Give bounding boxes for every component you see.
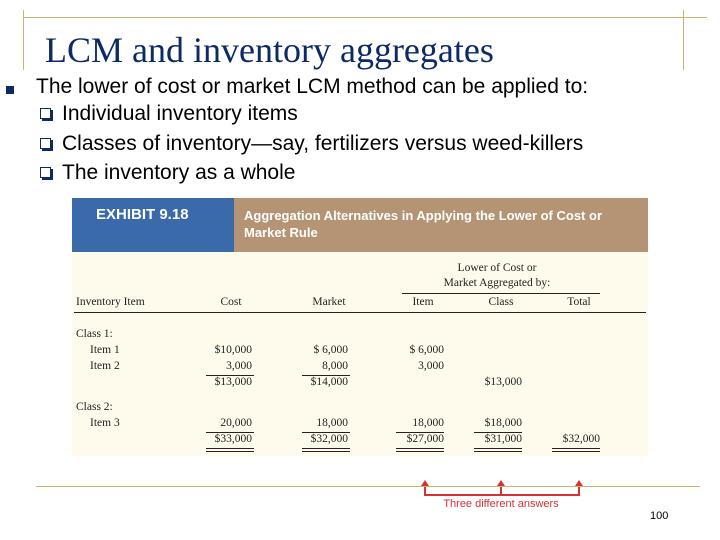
- col-header-cost: Cost: [220, 296, 242, 308]
- exhibit-header: [72, 198, 648, 252]
- class1-subtotal-class: $13,000: [484, 376, 522, 388]
- group-header-line2: Market Aggregated by:: [443, 277, 551, 289]
- footer-rule: [36, 486, 700, 487]
- exhibit-title: Aggregation Alternatives in Applying the Lower of Cost or Market Rule: [244, 208, 603, 240]
- sub-bullet-text: Individual inventory items: [62, 102, 298, 125]
- item3-market: 18,000: [316, 417, 348, 429]
- item1-market: $ 6,000: [313, 344, 348, 356]
- double-rule-class: [474, 451, 522, 452]
- answers-caption: Three different answers: [443, 498, 559, 510]
- col-header-class: Class: [488, 296, 514, 308]
- group-header-line1: Lower of Cost or: [457, 262, 537, 274]
- class2-label: Class 2:: [76, 401, 113, 413]
- class1-subtotal-market: $14,000: [310, 376, 348, 388]
- page-number: 100: [650, 510, 669, 522]
- col-header-inventory-item: Inventory Item: [76, 296, 145, 308]
- grand-total-item: $27,000: [406, 433, 444, 445]
- col-header-total: Total: [567, 296, 591, 308]
- double-rule-total: [552, 448, 600, 449]
- main-bullet-marker: [6, 86, 14, 94]
- frame-left-line: [23, 10, 24, 70]
- answers-bracket-line: [424, 494, 580, 496]
- item3-item: 18,000: [412, 417, 444, 429]
- answers-bracket-tick: [424, 486, 426, 495]
- item3-cost: 20,000: [220, 417, 252, 429]
- exhibit-image: [72, 198, 648, 456]
- double-rule-class: [474, 448, 522, 449]
- class1-subtotal-cost: $13,000: [214, 376, 252, 388]
- double-rule-total: [552, 451, 600, 452]
- checkbox-bullet-icon: [40, 167, 51, 178]
- item1-item: $ 6,000: [409, 344, 444, 356]
- col-header-item: Item: [412, 296, 434, 308]
- grand-total-cost: $33,000: [214, 433, 252, 445]
- double-rule-cost: [206, 448, 254, 449]
- checkbox-bullet-icon: [40, 138, 51, 149]
- grand-total-market: $32,000: [310, 433, 348, 445]
- col-header-market: Market: [312, 296, 346, 308]
- sub-bullet-text: Classes of inventory—say, fertilizers versus weed-killers: [62, 132, 584, 155]
- item2-market: 8,000: [322, 360, 348, 372]
- double-rule-market: [302, 448, 350, 449]
- exhibit-title-box: [234, 198, 648, 252]
- checkbox-bullet-icon: [40, 108, 51, 119]
- grand-total-total: $32,000: [562, 433, 600, 445]
- item2-cost: 3,000: [226, 360, 252, 372]
- slide-title: LCM and inventory aggregates: [45, 30, 494, 70]
- frame-right-line: [683, 10, 684, 70]
- answers-bracket-tick: [500, 486, 502, 495]
- item3-label: Item 3: [90, 417, 120, 429]
- group-header-underline: [402, 293, 600, 294]
- item1-cost: $10,000: [214, 344, 252, 356]
- double-rule-item: [396, 451, 444, 452]
- double-rule-market: [302, 451, 350, 452]
- header-rule: [74, 312, 646, 313]
- double-rule-item: [396, 448, 444, 449]
- answers-bracket-tick: [578, 486, 580, 495]
- frame-top-line: [23, 17, 707, 18]
- item3-class: $18,000: [484, 417, 522, 429]
- exhibit-number: EXHIBIT 9.18: [96, 206, 189, 223]
- item1-label: Item 1: [90, 344, 120, 356]
- sub-bullet-text: The inventory as a whole: [62, 161, 296, 184]
- double-rule-cost: [206, 451, 254, 452]
- main-bullet-text: The lower of cost or market LCM method can be applied to:: [36, 75, 589, 98]
- class1-label: Class 1:: [76, 328, 113, 340]
- exhibit-number-box: [72, 198, 234, 252]
- item2-label: Item 2: [90, 360, 120, 372]
- item2-item: 3,000: [418, 360, 444, 372]
- grand-total-class: $31,000: [484, 433, 522, 445]
